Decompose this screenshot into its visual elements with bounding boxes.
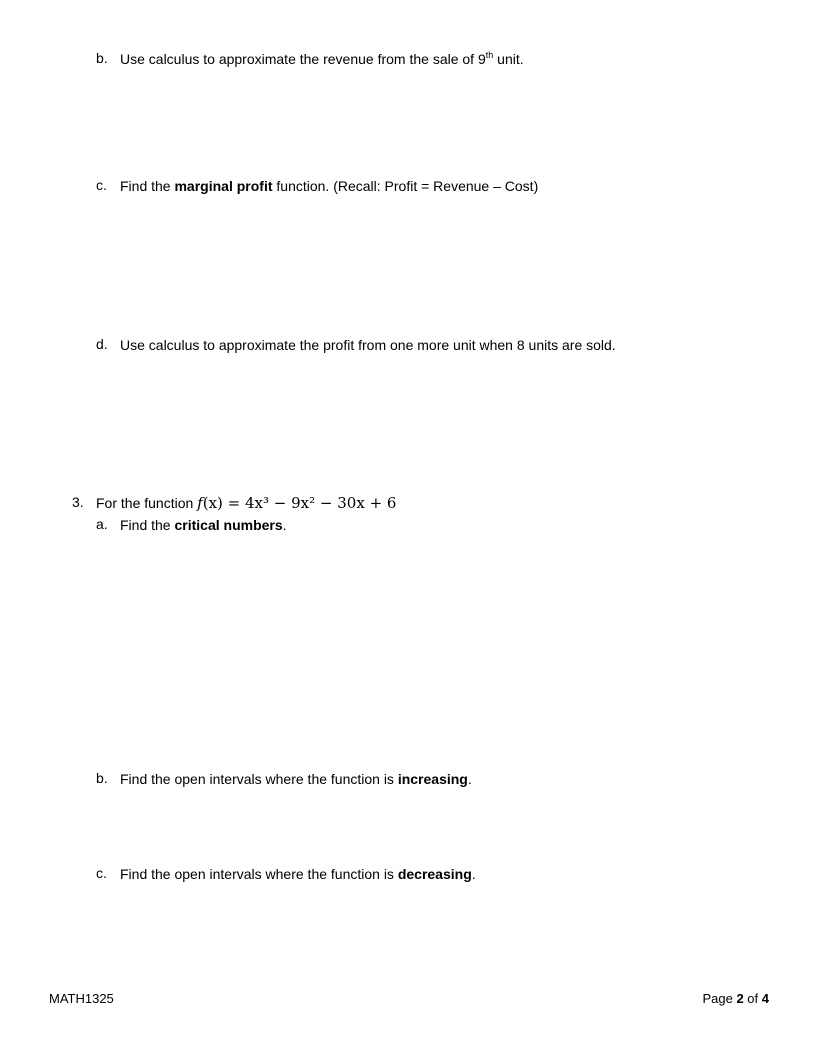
question-number-3: 3. — [72, 494, 84, 510]
question-3 — [96, 494, 396, 512]
item-marker-3a: a. — [96, 516, 108, 532]
page-of: of — [743, 991, 762, 1006]
item-marker-3b: b. — [96, 770, 108, 786]
question-3c-bold: decreasing — [397, 866, 472, 882]
question-2c-text-end: function. (Recall: Profit = Revenue – Cost) — [272, 178, 539, 194]
item-marker-2d: d. — [96, 336, 108, 352]
question-2c — [120, 177, 538, 195]
question-3b-text-end: . — [467, 771, 472, 787]
page-total: 4 — [761, 991, 769, 1006]
question-3c — [120, 865, 476, 883]
question-3a-bold: critical numbers — [174, 517, 283, 533]
question-3b-text: Find the open intervals where the function is — [120, 771, 398, 787]
question-2c-text: Find the — [120, 178, 175, 194]
question-3a-text-end: . — [282, 517, 287, 533]
item-marker-2b: b. — [96, 50, 108, 66]
question-2b-text-end: unit. — [493, 51, 524, 67]
page-prefix: Page — [702, 991, 737, 1006]
question-2c-bold: marginal profit — [174, 178, 273, 194]
question-2d-text: Use calculus to approximate the profit from one more unit when 8 units are sold. — [120, 337, 616, 353]
footer-page-number — [702, 990, 769, 1008]
question-3b-bold: increasing — [397, 771, 468, 787]
question-3-text: For the function — [96, 495, 198, 511]
footer-course-code: MATH1325 — [49, 991, 114, 1006]
function-expression — [197, 494, 396, 512]
question-2b — [120, 50, 524, 68]
function-argument: (x) — [202, 494, 223, 512]
item-marker-2c: c. — [96, 177, 107, 193]
question-3c-text-end: . — [471, 866, 476, 882]
superscript-th: th — [485, 50, 494, 60]
question-2b-text: Use calculus to approximate the revenue from the sale of 9 — [120, 51, 486, 67]
question-3a — [120, 516, 287, 534]
question-3c-text: Find the open intervals where the function is — [120, 866, 398, 882]
question-3a-text: Find the — [120, 517, 175, 533]
function-name: f — [197, 494, 203, 512]
question-3b — [120, 770, 472, 788]
item-marker-3c: c. — [96, 865, 107, 881]
page-current: 2 — [736, 991, 744, 1006]
function-body: = 4x³ − 9x² − 30x + 6 — [222, 494, 397, 512]
question-2d — [120, 336, 616, 354]
